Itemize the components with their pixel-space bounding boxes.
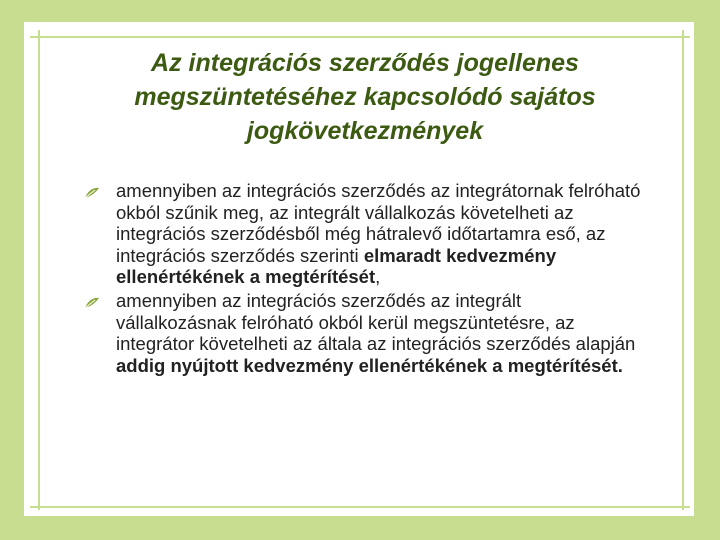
leaf-bullet-icon bbox=[84, 183, 100, 197]
frame-line-left bbox=[38, 30, 40, 510]
slide-title: Az integrációs szerződés jogellenes megszüntetéséhez kapcsolódó sajátos jogkövetkezmények bbox=[134, 49, 596, 145]
bullet-item bbox=[84, 290, 644, 376]
bullet-text: amennyiben az integrációs szerződés az integrált vállalkozásnak felróható okból kerül megszüntetésre, az integrátor követelheti az általa az integrációs szerződés alapján bbox=[116, 289, 636, 355]
frame-line-bottom bbox=[30, 506, 690, 508]
bullet-list bbox=[84, 180, 644, 378]
frame-line-right bbox=[682, 30, 684, 510]
bullet-text-bold: elmaradt kedvezmény ellenértékének a megtérítését bbox=[116, 244, 557, 288]
leaf-bullet-icon bbox=[84, 293, 100, 307]
bullet-text: amennyiben az integrációs szerződés az integrátornak felróható okból szűnik meg, az integrált vállalkozás követelheti az integrációs szerződésből még hátralevő időtartamra eső, az integrációs szerződés szerinti bbox=[116, 180, 641, 266]
frame-line-top bbox=[30, 36, 690, 38]
bullet-text-end: , bbox=[375, 266, 381, 288]
bullet-text-bold: addig nyújtott kedvezmény ellenértékének a megtérítését. bbox=[116, 354, 623, 376]
bullet-item bbox=[84, 180, 644, 288]
